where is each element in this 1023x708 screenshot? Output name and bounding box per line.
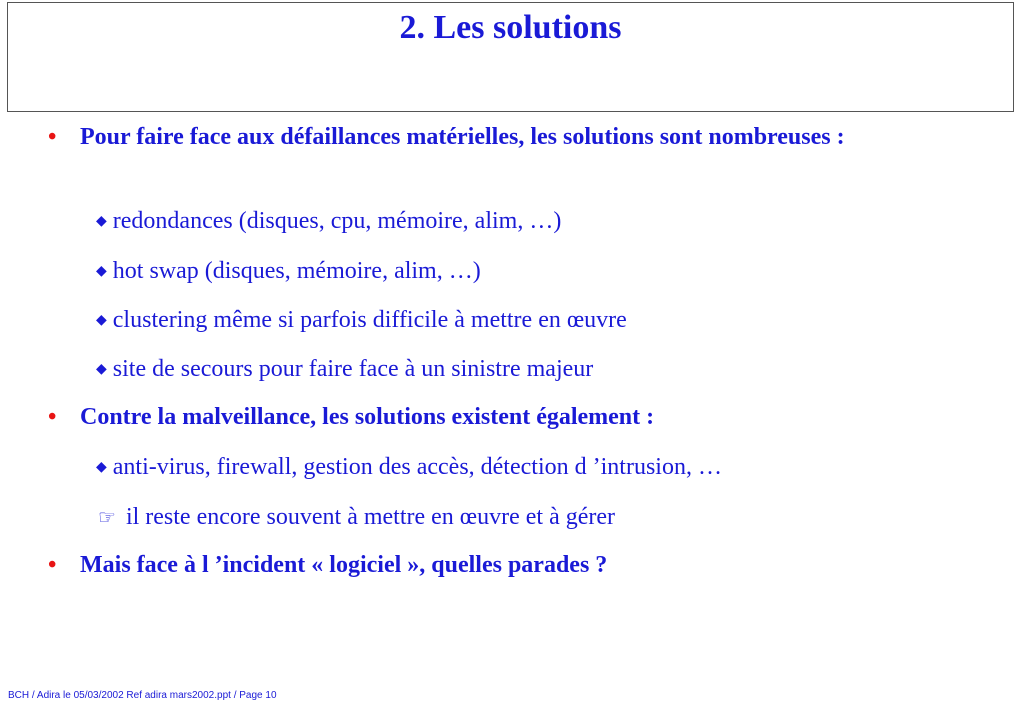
bullet-dot-icon: •	[48, 552, 57, 578]
bullet-item	[48, 400, 928, 435]
note-item	[96, 500, 615, 536]
sub-bullet-item	[96, 204, 561, 239]
diamond-icon: ◆	[96, 313, 107, 328]
sub-bullet-text: anti-virus, firewall, gestion des accès, détection d ’intrusion, …	[112, 454, 722, 480]
sub-bullet-item	[96, 450, 722, 485]
title-box	[7, 2, 1014, 112]
bullet-text: Pour faire face aux défaillances matérielles, les solutions sont nombreuses :	[80, 124, 845, 150]
sub-bullet-item	[96, 352, 593, 387]
note-text: il reste encore souvent à mettre en œuvre et à gérer	[125, 504, 616, 530]
pointing-hand-icon: ☞	[98, 507, 116, 529]
bullet-text: Contre la malveillance, les solutions existent également :	[80, 404, 655, 430]
diamond-icon: ◆	[96, 264, 107, 279]
footer-text: BCH / Adira le 05/03/2002 Ref adira mars2002.ppt / Page 10	[8, 690, 277, 701]
bullet-text: Mais face à l ’incident « logiciel », quelles parades ?	[80, 552, 608, 578]
sub-bullet-item	[96, 303, 627, 338]
sub-bullet-text: redondances (disques, cpu, mémoire, alim, …)	[112, 208, 562, 234]
bullet-dot-icon: •	[48, 124, 57, 150]
sub-bullet-text: site de secours pour faire face à un sinistre majeur	[112, 356, 594, 382]
sub-bullet-text: hot swap (disques, mémoire, alim, …)	[112, 258, 481, 284]
slide-title: 2. Les solutions	[399, 9, 622, 46]
diamond-icon: ◆	[96, 460, 107, 475]
bullet-item	[48, 120, 928, 155]
sub-bullet-item	[96, 254, 481, 289]
sub-bullet-text: clustering même si parfois difficile à mettre en œuvre	[112, 307, 627, 333]
diamond-icon: ◆	[96, 214, 107, 229]
diamond-icon: ◆	[96, 362, 107, 377]
bullet-dot-icon: •	[48, 404, 57, 430]
bullet-item	[48, 548, 928, 583]
